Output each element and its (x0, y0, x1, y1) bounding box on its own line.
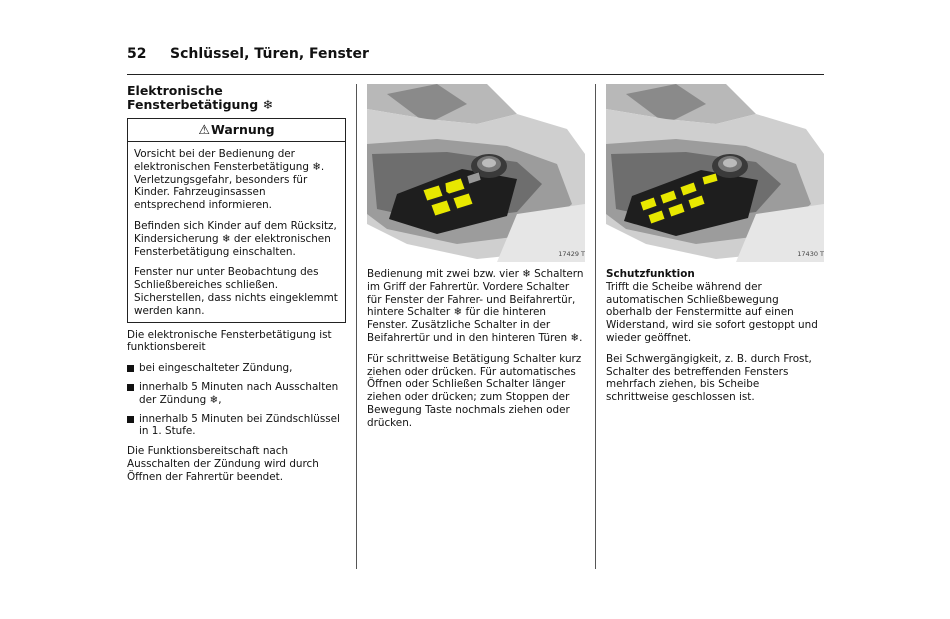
body-paragraph: Bedienung mit zwei bzw. vier ❄ Schaltern im Griff der Fahrertür. Vordere Schalter für Fenster der Fahrer- und Beifahrertür, hintere Schalter ❄ für die hinteren Fenster. Zusätzliche Schalter in der Beifahrertür und in den hinteren Türen ❄. (367, 268, 584, 344)
door-handle-illustration (606, 84, 824, 262)
page-number: 52 (127, 46, 147, 62)
left-column (127, 84, 346, 492)
warning-triangle-icon: ⚠ (198, 123, 211, 138)
warning-body (128, 142, 345, 322)
condition-list (127, 362, 346, 438)
list-item: innerhalb 5 Minuten bei Zündschlüssel in 1. Stufe. (127, 413, 346, 439)
body-paragraph: Für schrittweise Betätigung Schalter kurz ziehen oder drücken. Für automatisches Öffnen oder Schließen Schalter länger ziehen oder drücken; zum Stoppen der Bewegung Taste nochmals ziehen oder drücken. (367, 352, 582, 429)
warning-header (128, 119, 345, 142)
chapter-title: Schlüssel, Türen, Fenster (170, 46, 369, 62)
middle-column (367, 84, 585, 438)
door-switch-image (367, 84, 585, 262)
column-divider (356, 84, 357, 569)
warning-paragraph: Vorsicht bei der Bedienung der elektronischen Fensterbetätigung ❄. Verletzungsgefahr, besonders für Kinder. Fahrzeuginsassen entsprechend informieren. (134, 148, 325, 212)
section-title-line: Fensterbetätigung ❄ (127, 97, 274, 112)
right-column (606, 84, 824, 412)
section-title-line: Elektronische (127, 83, 223, 98)
page-header (127, 46, 824, 75)
image-code: 17430 T (797, 250, 824, 259)
column-divider (595, 84, 596, 569)
warning-paragraph: Befinden sich Kinder auf dem Rücksitz, Kindersicherung ❄ der elektronischen Fensterbetätigung einschalten. (134, 219, 337, 258)
image-code: 17429 T (558, 250, 585, 259)
warning-box (127, 118, 346, 323)
body-paragraph: Bei Schwergängigkeit, z. B. durch Frost, Schalter des betreffenden Fensters mehrfach ziehen, bis Scheibe schrittweise geschlossen ist. (606, 352, 812, 404)
body-paragraph: Trifft die Scheibe während der automatischen Schließbewegung oberhalb der Fenstermitte auf einen Widerstand, wird sie sofort gestoppt und wieder geöffnet. (606, 280, 818, 344)
warning-paragraph: Fenster nur unter Beobachtung des Schließbereiches schließen. Sicherstellen, dass nichts eingeklemmt werden kann. (134, 266, 338, 317)
section-title (127, 84, 346, 112)
intro-paragraph: Die elektronische Fensterbetätigung ist funktionsbereit (127, 328, 332, 354)
warning-heading: Warnung (211, 122, 275, 137)
outro-paragraph: Die Funktionsbereitschaft nach Ausschalten der Zündung wird durch Öffnen der Fahrertür beendet. (127, 445, 319, 483)
door-switch-image (606, 84, 824, 262)
list-item: innerhalb 5 Minuten nach Ausschalten der Zündung ❄, (127, 381, 346, 407)
list-item: bei eingeschalteter Zündung, (127, 362, 346, 375)
door-handle-illustration (367, 84, 585, 262)
section-subheading: Schutzfunktion (606, 268, 695, 280)
